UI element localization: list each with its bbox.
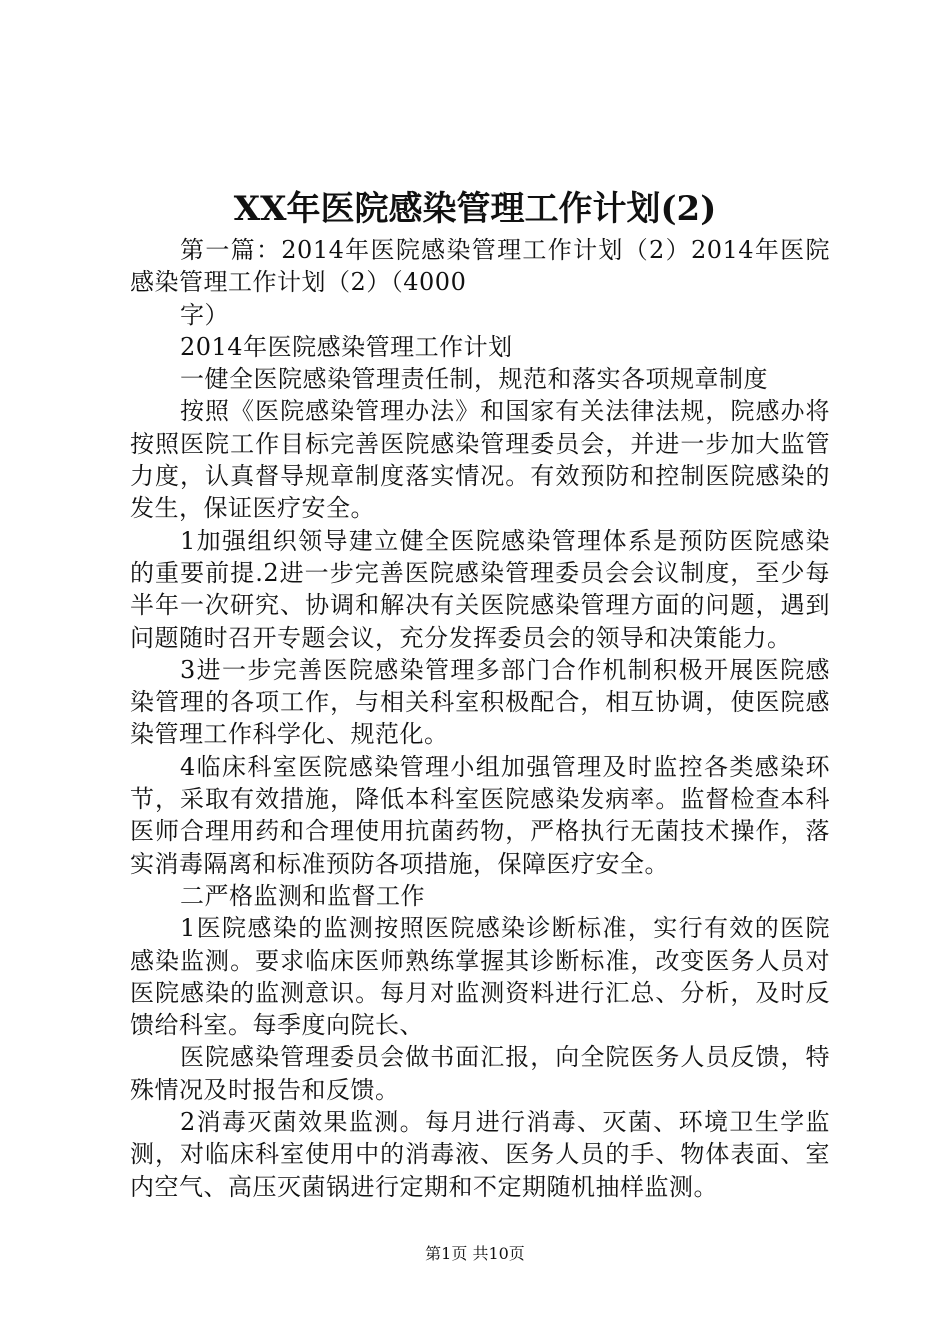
paragraph: 2消毒灭菌效果监测。每月进行消毒、灭菌、环境卫生学监测，对临床科室使用中的消毒液、医务人员的手、物体表面、室内空气、高压灭菌锅进行定期和不定期随机抽样监测。 [130, 1108, 830, 1201]
paragraph: 2014年医院感染管理工作计划 [180, 332, 513, 361]
paragraph: 按照《医院感染管理办法》和国家有关法律法规，院感办将按照医院工作目标完善医院感染管理委员会，并进一步加大监管力度，认真督导规章制度落实情况。有效预防和控制医院感染的发生，保证医疗安全。 [130, 397, 830, 523]
document-title: XX年医院感染管理工作计划(2) [233, 189, 717, 229]
paragraph: 字） [180, 300, 229, 329]
paragraph: 3进一步完善医院感染管理多部门合作机制积极开展医院感染管理的各项工作，与相关科室积极配合，相互协调，使医院感染管理工作科学化、规范化。 [130, 655, 830, 749]
paragraph: 1医院感染的监测按照医院感染诊断标准，实行有效的医院感染监测。要求临床医师熟练掌握其诊断标准，改变医务人员对医院感染的监测意识。每月对监测资料进行汇总、分析，及时反馈给科室。每季度向院长、 [130, 914, 830, 1040]
section-heading: 二严格监测和监督工作 [180, 881, 425, 910]
paragraph: 医院感染管理委员会做书面汇报，向全院医务人员反馈，特殊情况及时报告和反馈。 [130, 1043, 830, 1104]
paragraph: 第一篇：2014年医院感染管理工作计划（2）2014年医院感染管理工作计划（2）（4000 [130, 236, 830, 297]
paragraph: 1加强组织领导建立健全医院感染管理体系是预防医院感染的重要前提.2进一步完善医院感染管理委员会会议制度，至少每半年一次研究、协调和解决有关医院感染管理方面的问题，遇到问题随时召开专题会议，充分发挥委员会的领导和决策能力。 [130, 526, 830, 652]
document-body [130, 234, 830, 1203]
section-heading: 一健全医院感染管理责任制，规范和落实各项规章制度 [180, 365, 768, 394]
page-number-footer: 第1页 共10页 [425, 1244, 525, 1263]
paragraph: 4临床科室医院感染管理小组加强管理及时监控各类感染环节，采取有效措施，降低本科室医院感染发病率。监督检查本科医师合理用药和合理使用抗菌药物，严格执行无菌技术操作，落实消毒隔离和标准预防各项措施，保障医疗安全。 [130, 752, 830, 878]
